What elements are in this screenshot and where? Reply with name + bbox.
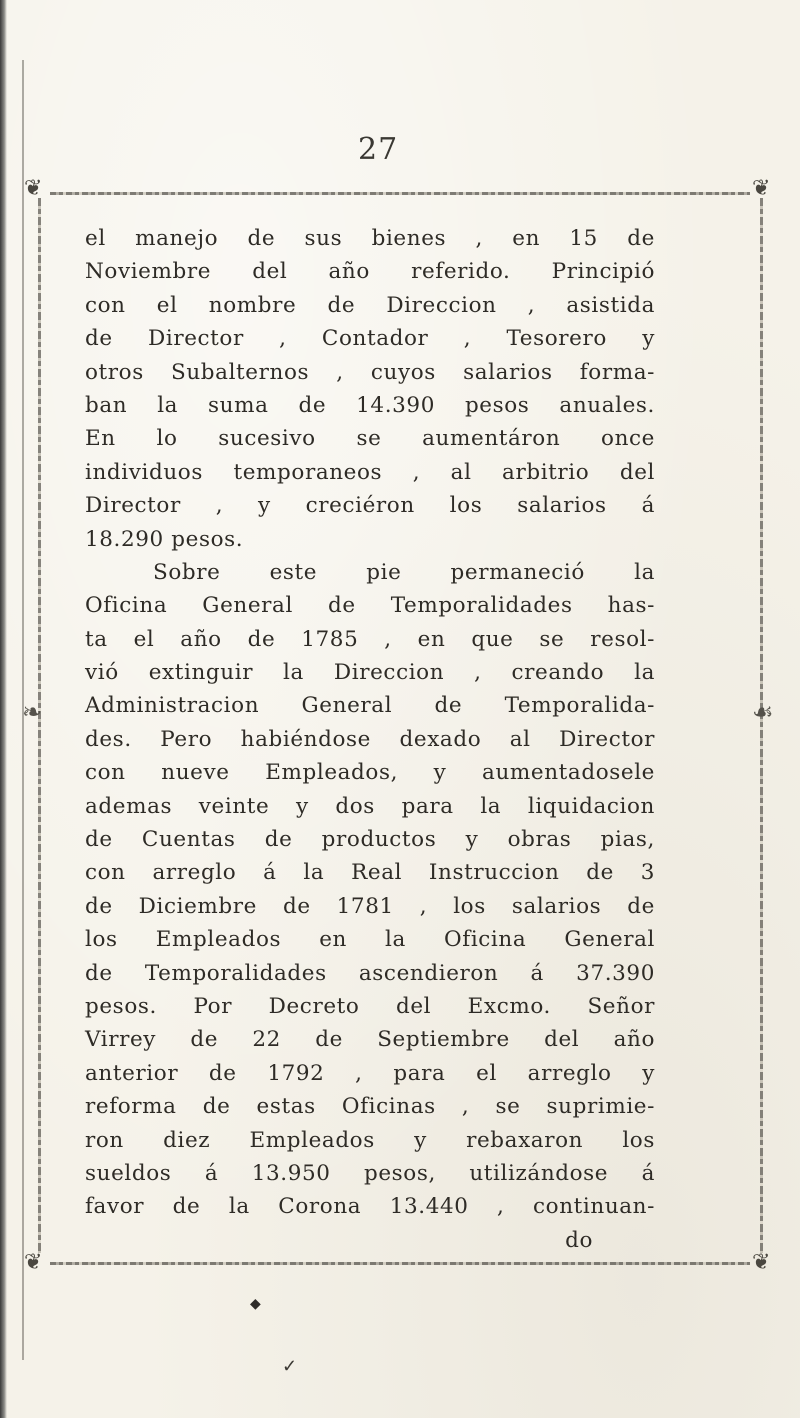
text-line: favor de la Corona 13.440 , continuan-: [85, 1194, 655, 1220]
text-line: ademas veinte y dos para la liquidacion: [85, 793, 655, 819]
body-text: [85, 222, 655, 1257]
text-line: los Empleados en la Oficina General: [85, 927, 655, 953]
side-fleuron-icon: ☙: [752, 698, 774, 726]
text-line: des. Pero habiéndose dexado al Director: [85, 726, 655, 752]
text-line: ron diez Empleados y rebaxaron los: [85, 1127, 655, 1153]
corner-ornament-icon: ❦: [752, 1250, 771, 1275]
text-line: de Director , Contador , Tesorero y: [85, 326, 655, 352]
text-line: el manejo de sus bienes , en 15 de: [85, 226, 655, 251]
text-line: de Temporalidades ascendieron á 37.390: [85, 960, 655, 986]
text-line: de Diciembre de 1781 , los salarios de: [85, 893, 655, 919]
text-line: Noviembre del año referido. Principió: [85, 259, 655, 285]
text-line: vió extinguir la Direccion , creando la: [85, 660, 655, 686]
text-line: individuos temporaneos , al arbitrio del: [85, 459, 655, 485]
text-line: pesos. Por Decreto del Excmo. Señor: [85, 993, 655, 1019]
corner-ornament-icon: ❦: [752, 176, 771, 201]
paragraph-start-line: Sobre este pie permaneció la: [153, 559, 655, 585]
text-line: En lo sucesivo se aumentáron once: [85, 426, 655, 452]
text-line: otros Subalternos , cuyos salarios forma-: [85, 359, 655, 385]
corner-ornament-icon: ❦: [24, 176, 43, 201]
page-number: 27: [358, 132, 399, 167]
text-line: Virrey de 22 de Septiembre del año: [85, 1027, 655, 1053]
catchword: do: [565, 1227, 593, 1253]
book-gutter: [0, 0, 7, 1418]
text-line: con arreglo á la Real Instruccion de 3: [85, 860, 655, 886]
text-line: de Cuentas de productos y obras pias,: [85, 827, 655, 853]
ink-spot: ◆: [250, 1296, 261, 1312]
ink-mark: ✓: [282, 1356, 298, 1377]
text-line: anterior de 1792 , para el arreglo y: [85, 1060, 655, 1086]
text-line: con el nombre de Direccion , asistida: [85, 292, 655, 318]
text-line: ban la suma de 14.390 pesos anuales.: [85, 392, 655, 418]
text-line: Administracion General de Temporalida-: [85, 693, 655, 719]
bottom-ornamental-border: [50, 1262, 750, 1265]
text-line: Oficina General de Temporalidades has-: [85, 593, 655, 619]
text-line: reforma de estas Oficinas , se suprimie-: [85, 1094, 655, 1120]
text-line: 18.290 pesos.: [85, 526, 244, 552]
text-line: Director , y creciéron los salarios á: [85, 493, 655, 519]
top-ornamental-border: [50, 192, 750, 195]
text-line: con nueve Empleados, y aumentadosele: [85, 760, 655, 786]
text-line: ta el año de 1785 , en que se resol-: [85, 626, 655, 652]
text-line: sueldos á 13.950 pesos, utilizándose á: [85, 1160, 655, 1186]
side-fleuron-icon: ❧: [22, 698, 43, 726]
corner-ornament-icon: ❦: [24, 1250, 43, 1275]
